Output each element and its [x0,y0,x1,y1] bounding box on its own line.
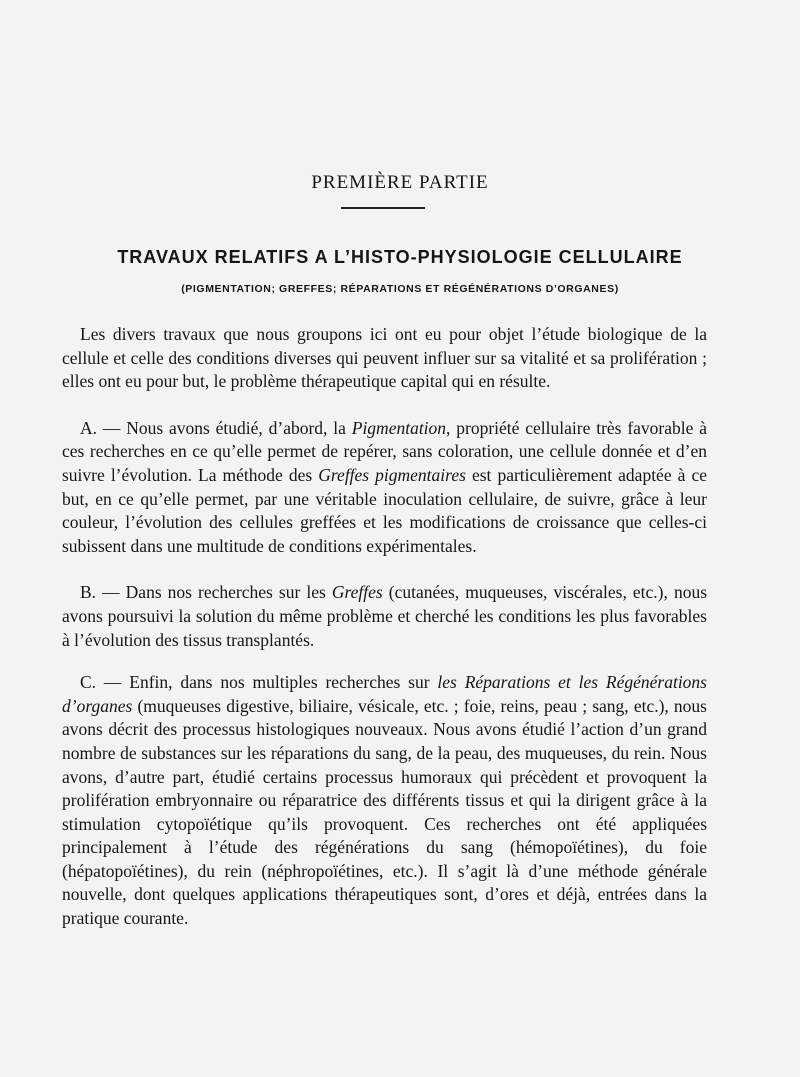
paragraph-c-lead: C. — Enfin, dans nos multiples recherches sur [80,672,438,693]
paragraph-a-lead: A. — Nous avons étudié, d’abord, la [80,417,352,438]
paragraph-b-rest: (cutanées, muqueuses, viscérales, etc.), nous avons poursuivi la solution du même problème et cherché les conditions les plus favorables à l’évolution des tissus transplantés. [62,582,708,650]
paragraph-c-rest: (muqueuses digestive, biliaire, vésicale, etc. ; foie, reins, peau ; sang, etc.), nous avons décrit des processus histologiques nouveaux. Nous avons étudié l’action d’un grand nombre de substances sur les réparations du sang, de la peau, des muqueuses, du rein. Nous avons, d’autre part, étudié certains processus humoraux qui précèdent et provoquent la prolifération embryonnaire ou réparatrice des différents tissus et qui la dirigent grâce à la stimulation cytopoïétique qu’ils provoquent. Ces recherches ont été appliquées principalement à l’étude des régénérations du sang (hémopoïétines), du foie (hépatopoïétines), du rein (néphropoïétines, etc.). Il s’agit là d’une méthode générale nouvelle, dont quelques applications thérapeutiques sont, d’ores et déjà, entrées dans la pratique courante. [62,695,707,929]
section-subheading: (PIGMENTATION; GREFFES; RÉPARATIONS ET RÉGÉNÉRATIONS D’ORGANES) [181,283,619,295]
body-text [62,323,707,931]
title-rule [341,207,425,209]
greffes-term: Greffes [331,582,383,603]
reparations-term: les Réparations et les Régénérations d’organes [62,672,707,716]
pigmentation-term: Pigmentation [351,417,447,438]
paragraph-b-lead: B. — Dans nos recherches sur les [80,582,332,603]
paragraph-b [62,581,707,652]
part-title: PREMIÈRE PARTIE [311,172,489,193]
paragraph-a [62,417,707,559]
paragraph-a-mid: , propriété cellulaire très favorable à ces recherches en ce qu’elle permet de repérer, sans coloration, une cellule donnée et d’en suivre l’évolution. La méthode des [62,417,707,485]
paragraph-c [62,671,707,931]
section-heading: TRAVAUX RELATIFS A L’HISTO-PHYSIOLOGIE CELLULAIRE [117,247,683,267]
greffes-pigmentaires-term: Greffes pigmentaires [318,464,466,485]
paragraph-a-rest: est particulièrement adaptée à ce but, en ce qu’elle permet, par une véritable inoculation cellulaire, de suivre, grâce à leur couleur, l’évolution des cellules greffées et les modifications de croissance que celles-ci subissent dans une multitude de conditions expérimentales. [62,464,707,556]
intro-paragraph: Les divers travaux que nous groupons ici ont eu pour objet l’étude biologique de la cellule et celle des conditions diverses qui peuvent influer sur sa vitalité et sa prolifération ; elles ont eu pour but, le problème thérapeutique capital qui en résulte. [62,324,707,392]
